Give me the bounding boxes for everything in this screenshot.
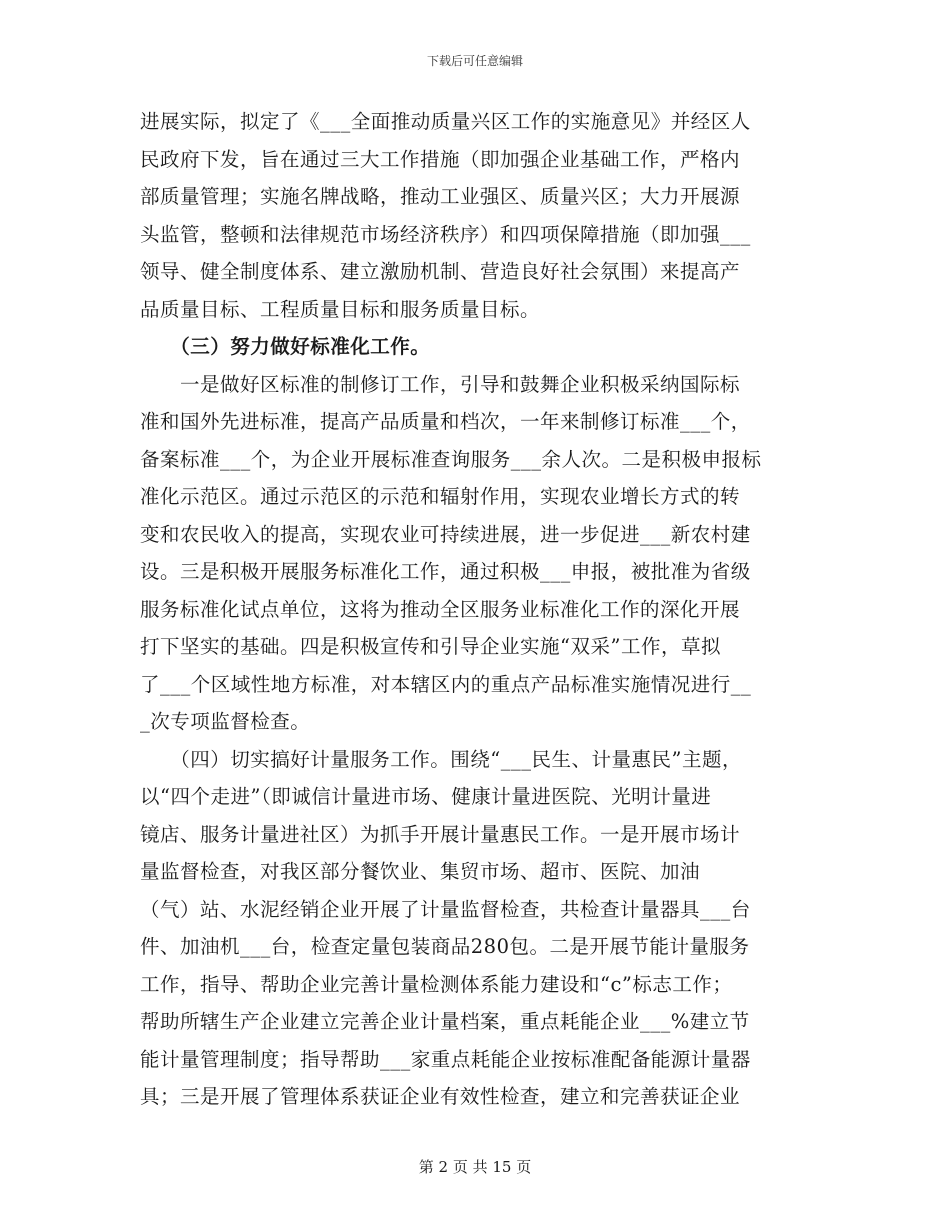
section-heading: （三）努力做好标准化工作。 <box>140 335 431 358</box>
text-line: 备案标准___个，为企业开展标准查询服务___余人次。二是积极申报标 <box>140 447 762 471</box>
text-line: 帮助所辖生产企业建立完善企业计量档案，重点耗能企业___%建立节 <box>140 1010 750 1033</box>
text-line: 民政府下发，旨在通过三大工作措施（即加强企业基础工作，严格内 <box>140 147 741 171</box>
text-line: （四）切实搞好计量服务工作。围绕“___民生、计量惠民”主题， <box>140 747 742 771</box>
text-line: 件、加油机___台，检查定量包装商品280包。二是开展节能计量服务 <box>140 935 750 958</box>
text-line: 准化示范区。通过示范区的示范和辐射作用，实现农业增长方式的转 <box>140 485 741 508</box>
text-line: 镜店、服务计量进社区）为抓手开展计量惠民工作。一是开展市场计 <box>140 822 741 846</box>
text-line: 品质量目标、工程质量目标和服务质量目标。 <box>140 297 541 321</box>
text-line: 具；三是开展了管理体系获证企业有效性检查，建立和完善获证企业 <box>140 1085 741 1108</box>
text-line: 了___个区域性地方标准，对本辖区内的重点产品标准实施情况进行__ <box>140 672 752 696</box>
text-line: 打下坚实的基础。四是积极宣传和引导企业实施“双采”工作，草拟 <box>140 635 721 658</box>
text-line: 设。三是积极开展服务标准化工作，通过积极___申报，被批准为省级 <box>140 560 751 583</box>
text-line: 工作，指导、帮助企业完善计量检测体系能力建设和“c”标志工作； <box>140 972 733 996</box>
text-line: 部质量管理；实施名牌战略，推动工业强区、质量兴区；大力开展源 <box>140 185 741 208</box>
text-line: 服务标准化试点单位，这将为推动全区服务业标准化工作的深化开展 <box>140 597 741 621</box>
text-line: 变和农民收入的提高，实现农业可持续进展，进一步促进___新农村建 <box>140 522 751 546</box>
text-line: 以“四个走进”（即诚信计量进市场、健康计量进医院、光明计量进 <box>140 785 712 808</box>
page-footer: 第 2 页 共 15 页 <box>418 1158 532 1176</box>
page-header: 下载后可任意编辑 <box>426 54 523 68</box>
text-line: 能计量管理制度；指导帮助___家重点耗能企业按标准配备能源计量器 <box>140 1047 751 1071</box>
text-line: 进展实际，拟定了《___全面推动质量兴区工作的实施意见》并经区人 <box>140 110 751 133</box>
text-line: 一是做好区标准的制修订工作，引导和鼓舞企业积极采纳国际标 <box>140 372 741 396</box>
text-line: 领导、健全制度体系、建立激励机制、营造良好社会氛围）来提高产 <box>140 260 741 283</box>
text-line: 头监管，整顿和法律规范市场经济秩序）和四项保障措施（即加强___ <box>140 222 751 246</box>
text-line: _次专项监督检查。 <box>140 710 311 733</box>
text-line: 量监督检查，对我区部分餐饮业、集贸市场、超市、医院、加油 <box>140 860 701 883</box>
text-line: （气）站、水泥经销企业开展了计量监督检查，共检查计量器具___台 <box>140 897 751 921</box>
document-body <box>140 103 825 1116</box>
text-line: 准和国外先进标准，提高产品质量和档次，一年来制修订标准___个， <box>140 410 751 433</box>
